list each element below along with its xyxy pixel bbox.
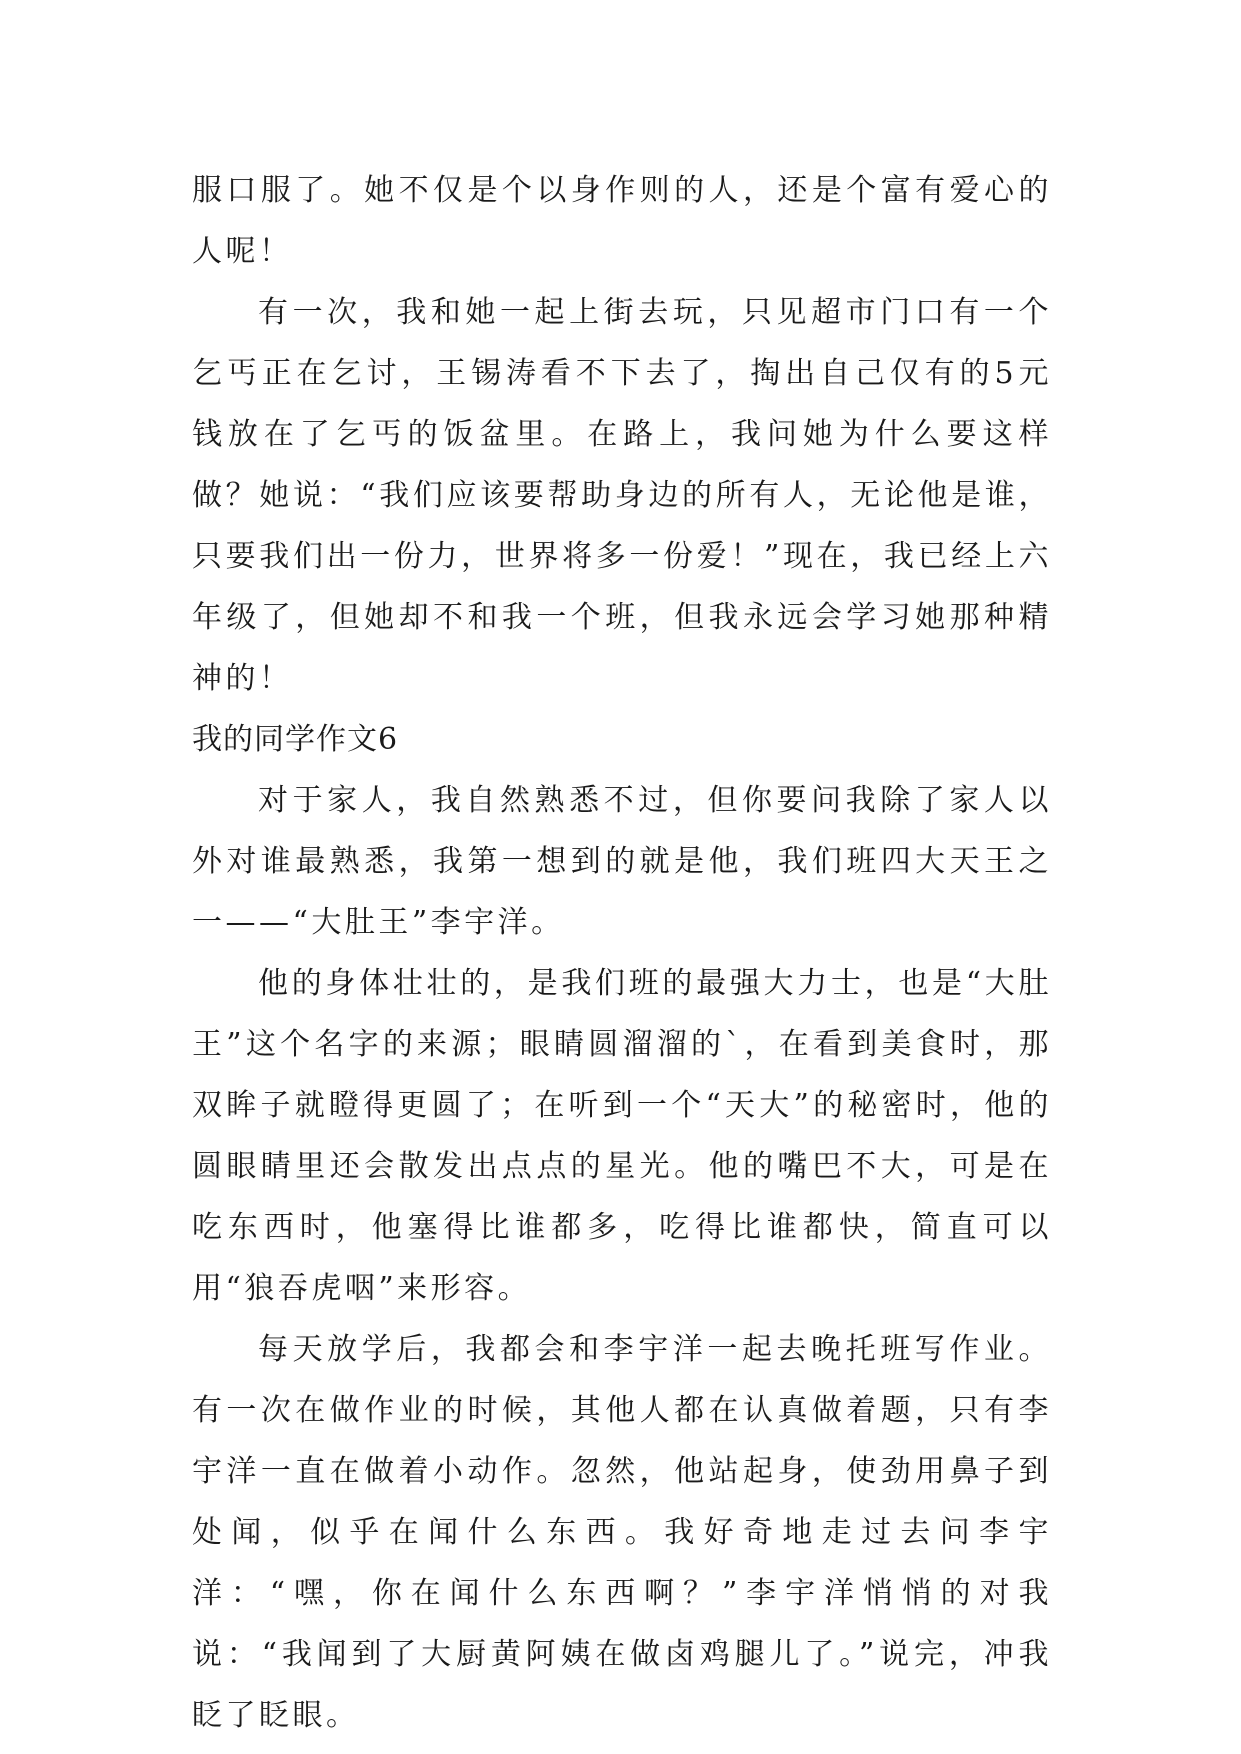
paragraph-1: 服口服了。她不仅是个以身作则的人，还是个富有爱心的人呢！ <box>192 173 1052 269</box>
document-page <box>192 160 1052 1746</box>
paragraph-3: 对于家人，我自然熟悉不过，但你要问我除了家人以外对谁最熟悉，我第一想到的就是他，我们班四大天王之一——“大肚王”李宇洋。 <box>192 783 1052 940</box>
section-heading: 我的同学作文6 <box>192 722 399 757</box>
paragraph-4: 他的身体壮壮的，是我们班的最强大力士，也是“大肚王”这个名字的来源；眼睛圆溜溜的`，在看到美食时，那双眸子就瞪得更圆了；在听到一个“天大”的秘密时，他的圆眼睛里还会散发出点点的星光。他的嘴巴不大，可是在吃东西时，他塞得比谁都多，吃得比谁都快，简直可以用“狼吞虎咽”来形容。 <box>192 966 1052 1306</box>
paragraph-2: 有一次，我和她一起上街去玩，只见超市门口有一个乞丐正在乞讨，王锡涛看不下去了，掏出自己仅有的5元钱放在了乞丐的饭盆里。在路上，我问她为什么要这样做？她说：“我们应该要帮助身边的所有人，无论他是谁，只要我们出一份力，世界将多一份爱！”现在，我已经上六年级了，但她却不和我一个班，但我永远会学习她那种精神的！ <box>192 295 1052 696</box>
paragraph-5: 每天放学后，我都会和李宇洋一起去晚托班写作业。有一次在做作业的时候，其他人都在认真做着题，只有李宇洋一直在做着小动作。忽然，他站起身，使劲用鼻子到处闻，似乎在闻什么东西。我好奇地走过去问李宇洋：“嘿，你在闻什么东西啊？”李宇洋悄悄的对我说：“我闻到了大厨黄阿姨在做卤鸡腿儿了。”说完，冲我眨了眨眼。 <box>192 1332 1052 1733</box>
